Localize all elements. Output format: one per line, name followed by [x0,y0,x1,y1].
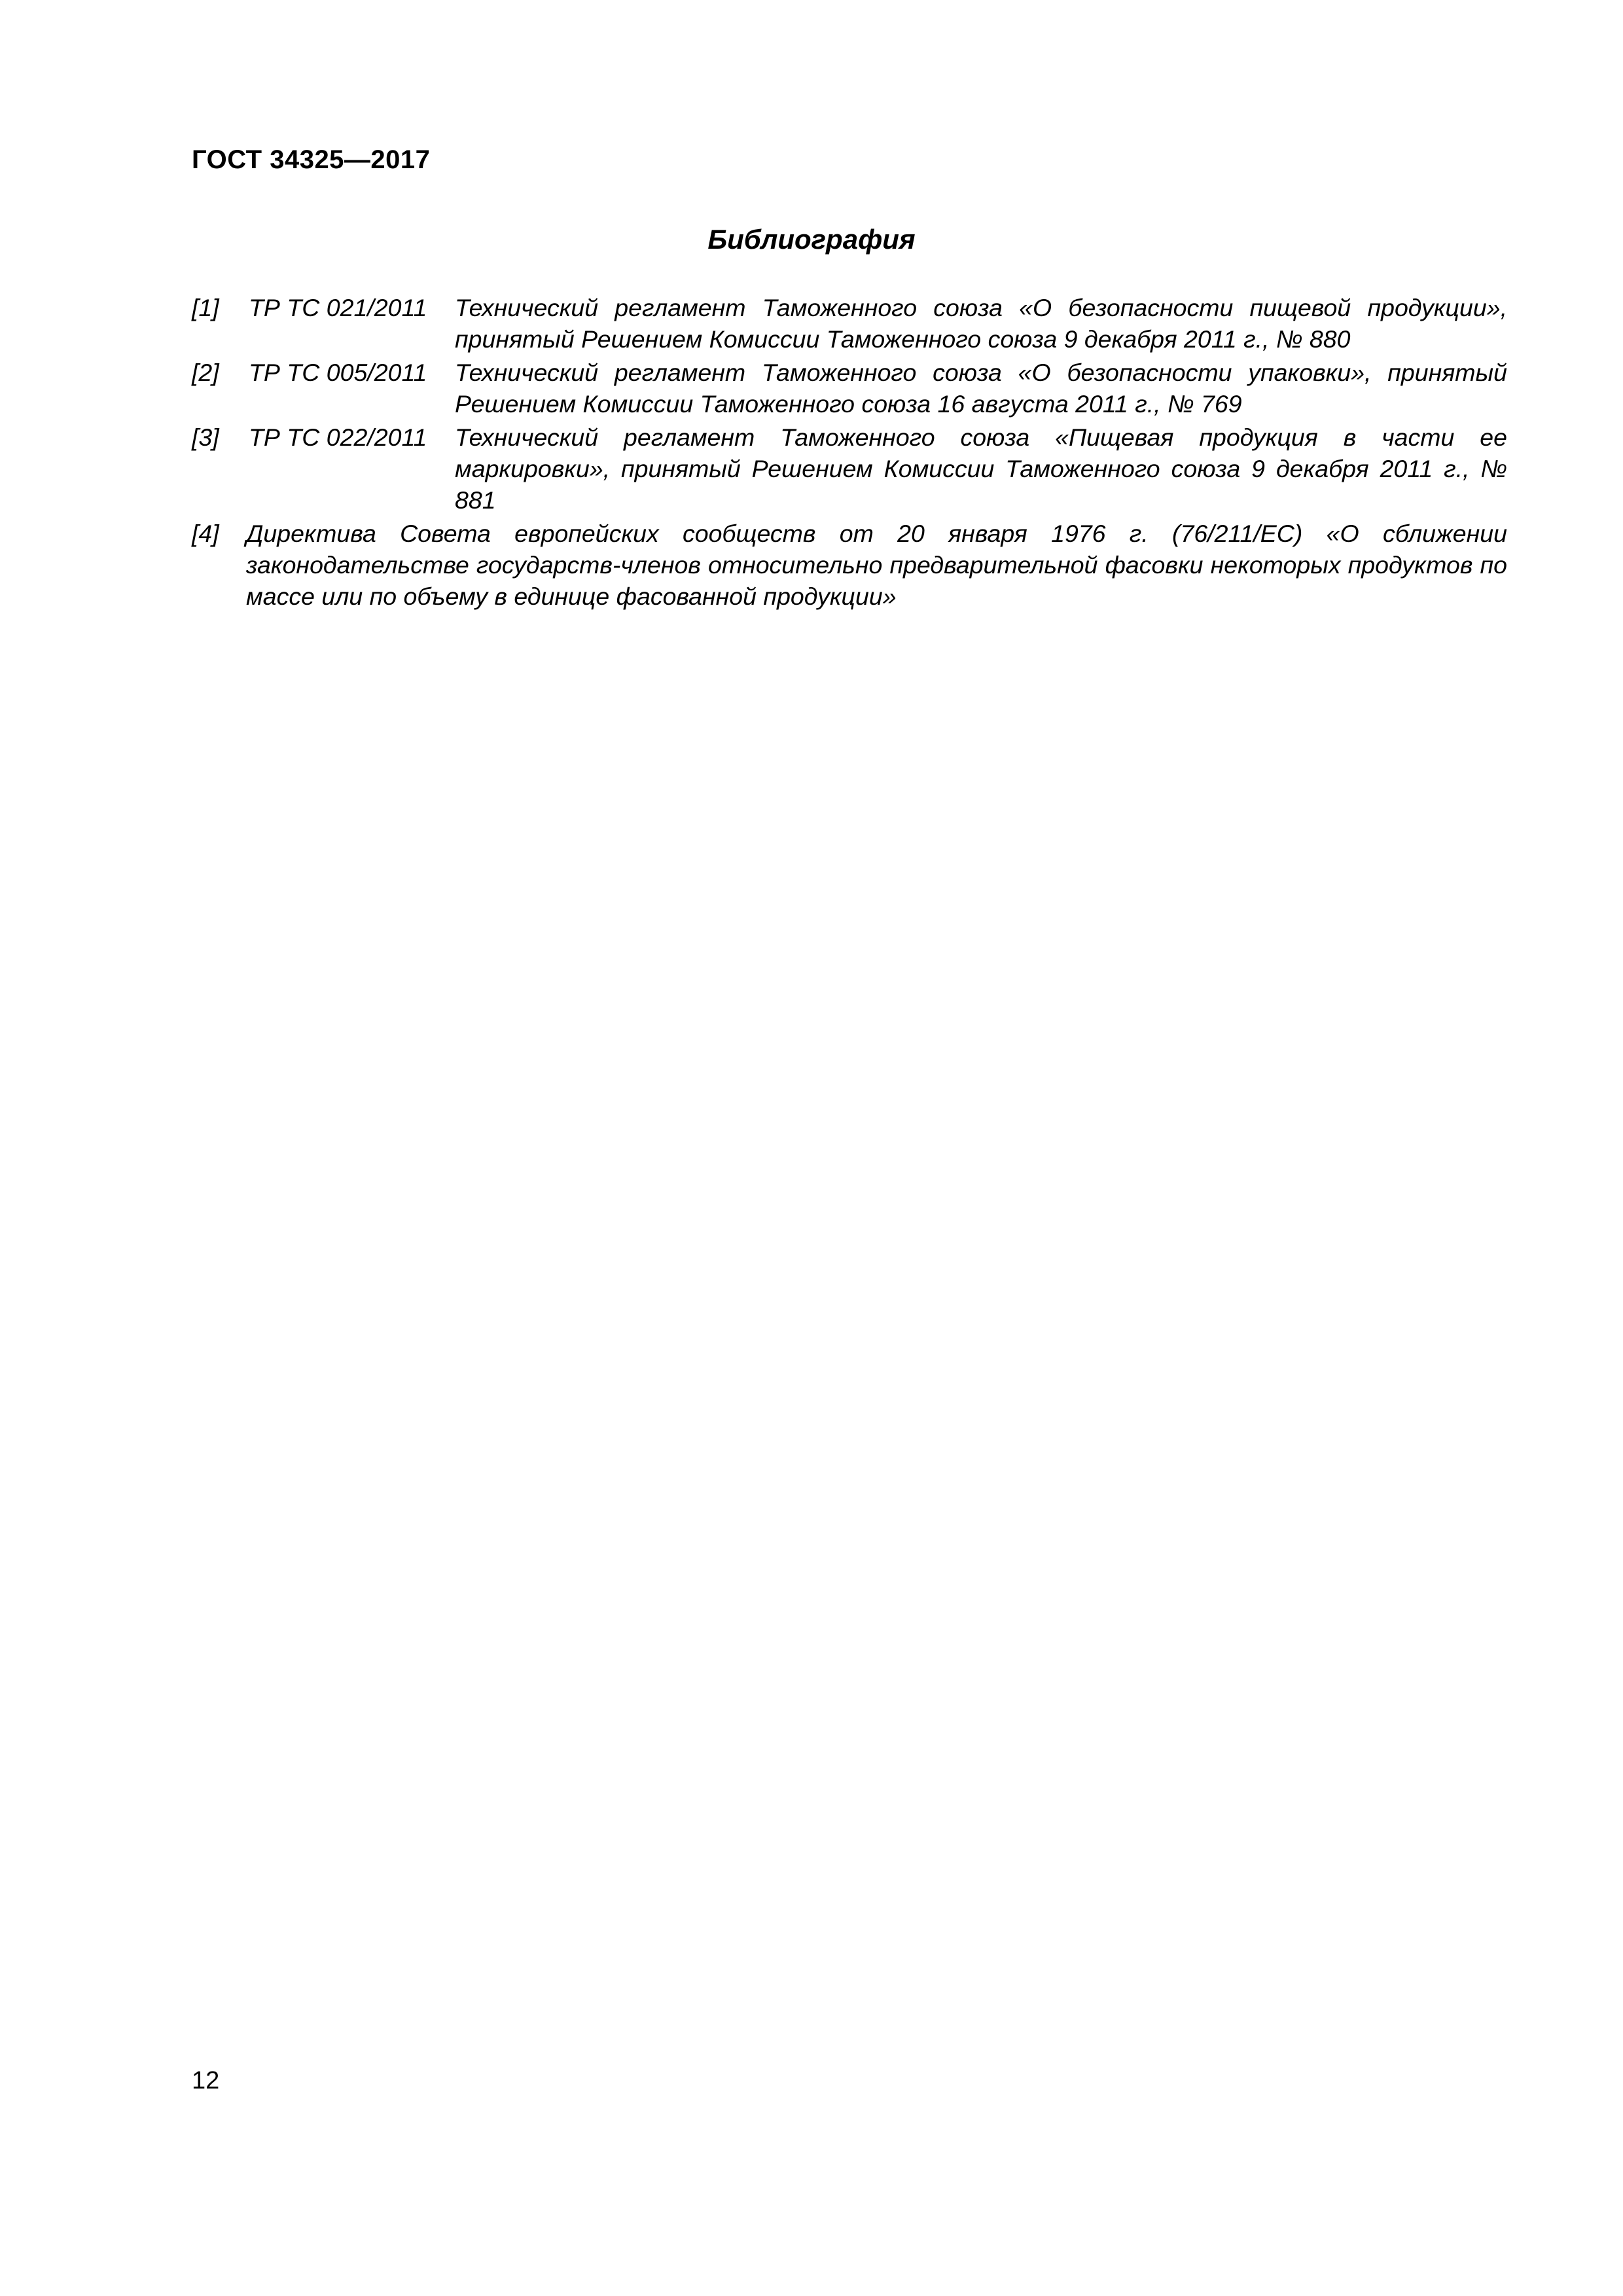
bibliography-entry-3 [192,422,1507,516]
entry-number: [3] [192,423,219,451]
entry-code: ТР ТС 021/2011 [249,294,427,321]
page-number: 12 [192,2067,220,2094]
bibliography-entry-4 [192,518,1507,612]
entry-text: Директива Совета европейских сообществ от 20 января 1976 г. (76/211/ЕС) «О сближении законодательстве государств-членов относительно предварительной фасовки некоторых продуктов по массе или по объему в единице фасованной продукции» [246,520,1507,610]
bibliography-list [192,292,1507,614]
entry-number: [2] [192,359,219,386]
entry-number: [4] [192,520,219,547]
bibliography-entry-1 [192,292,1507,355]
entry-text: Технический регламент Таможенного союза «О безопасности упаковки», принятый Решением Комиссии Таможенного союза 16 августа 2011 г., № 769 [455,359,1507,418]
bibliography-title: Библиография [707,224,916,255]
document-id-header: ГОСТ 34325—2017 [192,145,431,174]
entry-code: ТР ТС 022/2011 [249,423,427,451]
entry-code: ТР ТС 005/2011 [249,359,427,386]
entry-text: Технический регламент Таможенного союза «Пищевая продукция в части ее маркировки», принятый Решением Комиссии Таможенного союза 9 декабря 2011 г., № 881 [455,423,1507,514]
entry-text: Технический регламент Таможенного союза «О безопасности пищевой продукции», принятый Решением Комиссии Таможенного союза 9 декабря 2011 г., № 880 [455,294,1507,353]
entry-number: [1] [192,294,219,321]
bibliography-entry-2 [192,357,1507,420]
